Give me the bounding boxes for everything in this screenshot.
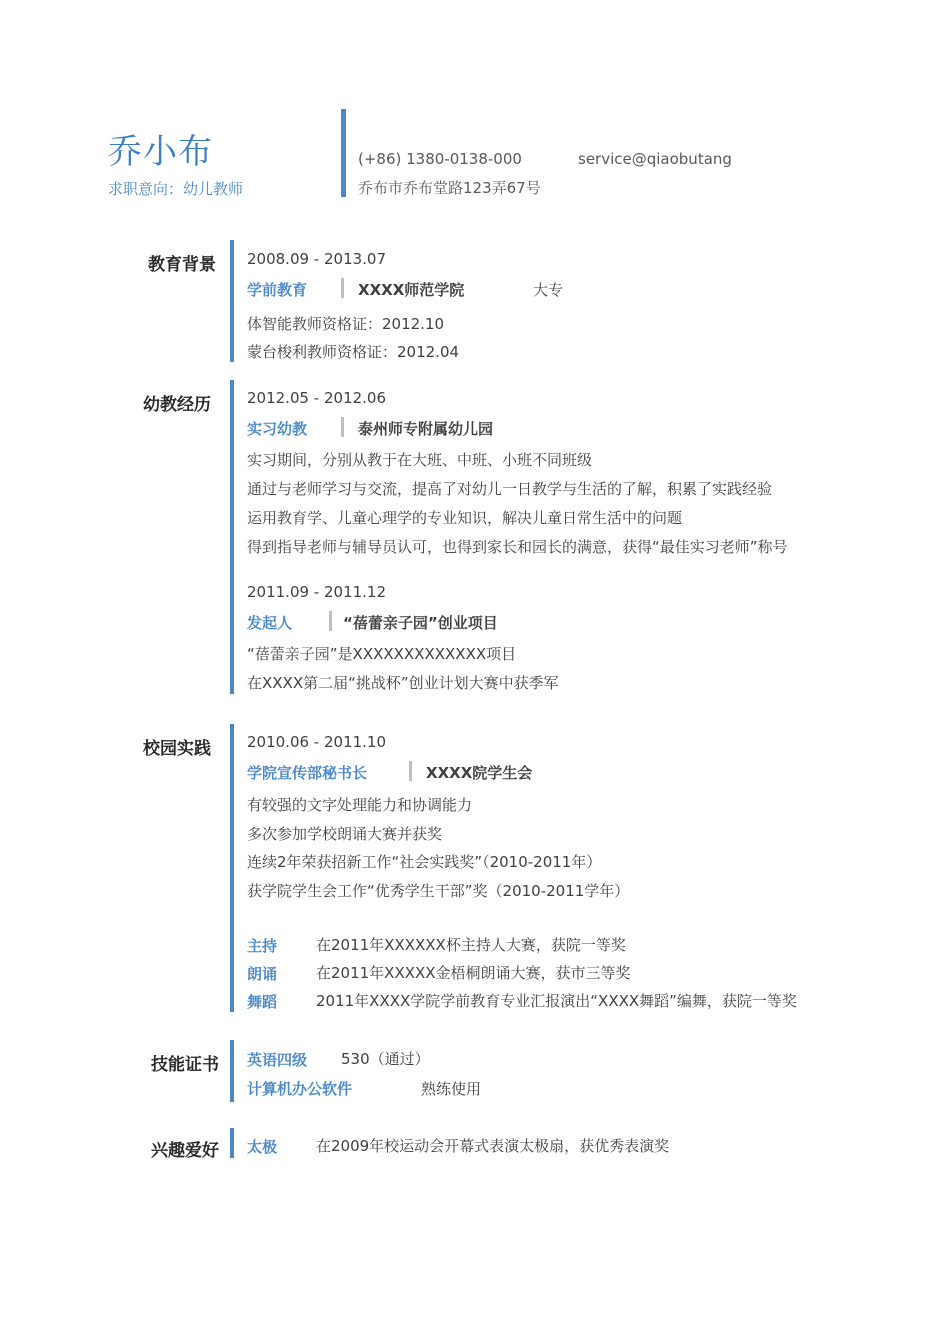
campus-detail: 有较强的文字处理能力和协调能力 (247, 796, 473, 814)
section-title-experience: 幼教经历 (143, 395, 211, 415)
job-detail: 实习期间，分别从教于在大班、中班、小班不同班级 (247, 451, 593, 469)
hobby-label: 太极 (247, 1138, 278, 1156)
job-role: 实习幼教 (247, 420, 308, 438)
skill-label: 英语四级 (247, 1051, 308, 1069)
section-title-campus: 校园实践 (143, 739, 211, 759)
job-date: 2012.05 - 2012.06 (247, 389, 387, 407)
phone-number: (+86) 1380-0138-000 (358, 150, 522, 168)
email-address: service@qiaobutang (578, 150, 732, 168)
campus-bar (230, 724, 234, 1012)
award-label: 主持 (247, 937, 278, 955)
campus-org: XXXX院学生会 (426, 764, 533, 782)
education-bar (230, 240, 234, 362)
section-title-skills: 技能证书 (151, 1055, 219, 1075)
separator (341, 278, 344, 298)
separator (341, 417, 344, 437)
job-detail: 在XXXX第二届“挑战杯”创业计划大赛中获季军 (247, 674, 559, 692)
section-title-hobbies: 兴趣爱好 (151, 1141, 219, 1161)
separator (329, 611, 332, 631)
hobby-text: 在2009年校运动会开幕式表演太极扇，获优秀表演奖 (316, 1137, 670, 1155)
campus-date: 2010.06 - 2011.10 (247, 733, 387, 751)
header-divider (341, 109, 346, 197)
award-label: 舞蹈 (247, 993, 278, 1011)
campus-detail: 连续2年荣获招新工作“社会实践奖”（2010-2011年） (247, 853, 602, 871)
job-detail: 得到指导老师与辅导员认可，也得到家长和园长的满意，获得“最佳实习老师”称号 (247, 538, 788, 556)
experience-bar (230, 380, 234, 694)
education-degree: 大专 (533, 281, 564, 299)
home-address: 乔布市乔布堂路123弄67号 (358, 179, 541, 197)
education-cert: 体智能教师资格证：2012.10 (247, 315, 445, 333)
campus-role: 学院宣传部秘书长 (247, 764, 368, 782)
education-school: XXXX师范学院 (358, 281, 465, 299)
education-cert: 蒙台梭利教师资格证：2012.04 (247, 343, 460, 361)
campus-detail: 获学院学生会工作“优秀学生干部”奖（2010-2011学年） (247, 882, 630, 900)
award-text: 在2011年XXXXXX杯主持人大赛，获院一等奖 (316, 936, 626, 954)
award-label: 朗诵 (247, 965, 278, 983)
section-title-education: 教育背景 (148, 255, 216, 275)
skills-bar (230, 1040, 234, 1102)
job-org: 泰州师专附属幼儿园 (358, 420, 494, 438)
job-detail: 通过与老师学习与交流，提高了对幼儿一日教学与生活的了解，积累了实践经验 (247, 480, 773, 498)
job-detail: “蓓蕾亲子园”是XXXXXXXXXXXXX项目 (247, 645, 517, 663)
skill-text: 530（通过） (341, 1050, 430, 1068)
award-text: 2011年XXXX学院学前教育专业汇报演出“XXXX舞蹈”编舞，获院一等奖 (316, 992, 797, 1010)
candidate-name: 乔小布 (108, 132, 213, 172)
hobbies-bar (230, 1128, 234, 1158)
job-date: 2011.09 - 2011.12 (247, 583, 387, 601)
job-org: “蓓蕾亲子园”创业项目 (343, 614, 498, 632)
job-detail: 运用教育学、儿童心理学的专业知识，解决儿童日常生活中的问题 (247, 509, 683, 527)
separator (409, 761, 412, 781)
award-text: 在2011年XXXXX金梧桐朗诵大赛，获市三等奖 (316, 964, 631, 982)
job-role: 发起人 (247, 614, 293, 632)
education-date: 2008.09 - 2013.07 (247, 250, 387, 268)
skill-text: 熟练使用 (421, 1080, 482, 1098)
education-major: 学前教育 (247, 281, 308, 299)
job-intent: 求职意向：幼儿教师 (108, 180, 244, 198)
campus-detail: 多次参加学校朗诵大赛并获奖 (247, 825, 443, 843)
skill-label: 计算机办公软件 (247, 1080, 353, 1098)
